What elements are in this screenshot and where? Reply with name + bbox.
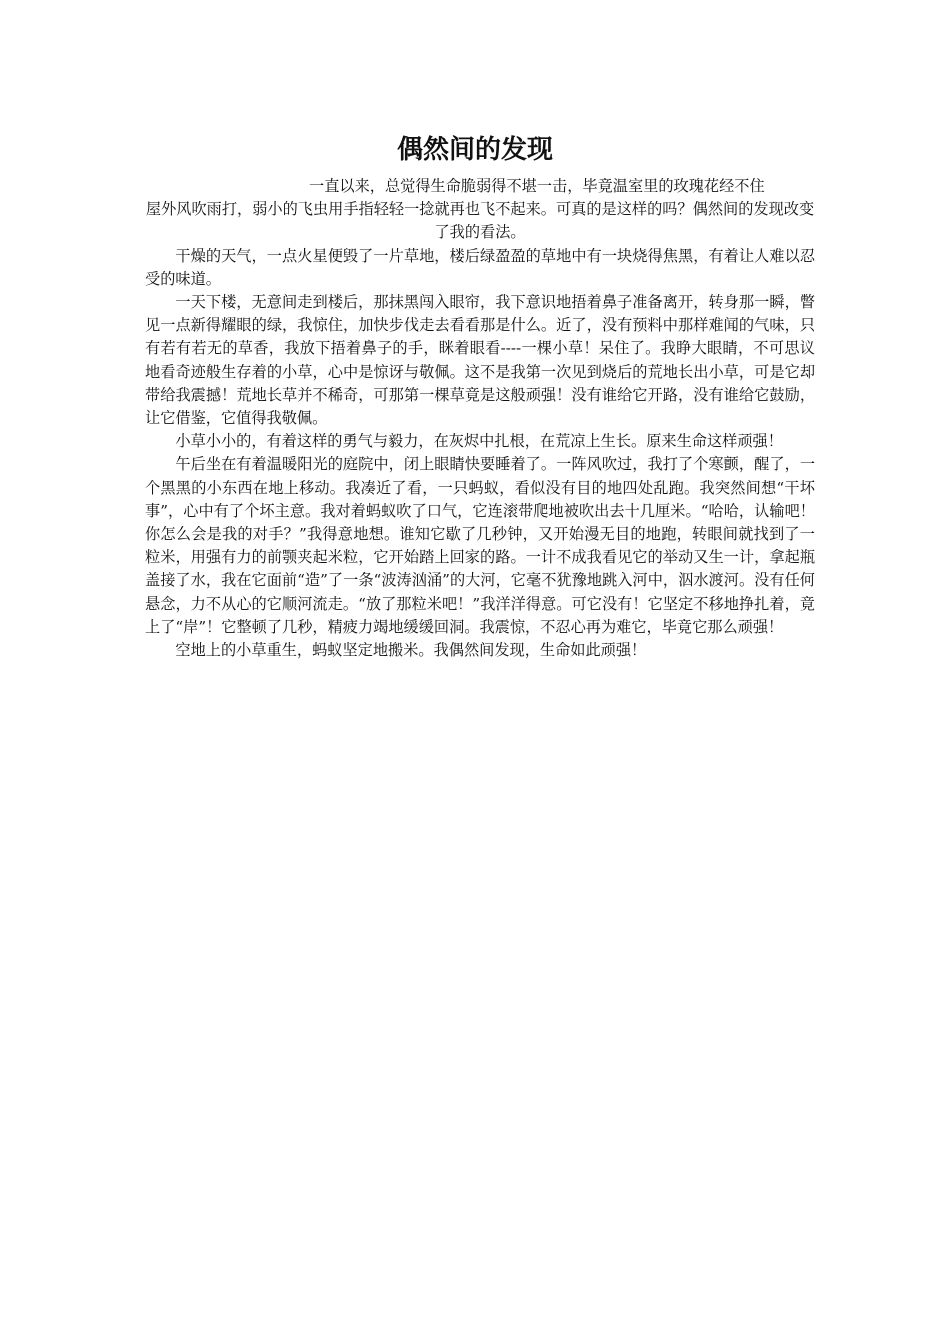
document-body xyxy=(145,175,815,662)
intro-remaining-text: 屋外风吹雨打，弱小的飞虫用手指轻轻一捻就再也飞不起来。可真的是这样的吗？偶然间的发现改变了我的看法。 xyxy=(145,200,815,242)
paragraph-3: 小草小小的，有着这样的勇气与毅力，在灰烬中扎根，在荒凉上生长。原来生命这样顽强！ xyxy=(175,432,783,451)
intro-paragraph xyxy=(145,175,815,245)
document-title: 偶然间的发现 xyxy=(396,135,553,165)
intro-first-line: 一直以来，总觉得生命脆弱得不堪一击，毕竟温室里的玫瑰花经不住 xyxy=(309,177,765,195)
paragraph-5: 空地上的小草重生，蚂蚁坚定地搬米。我偶然间发现，生命如此顽强！ xyxy=(175,641,647,660)
paragraph-2: 一天下楼，无意间走到楼后，那抹黑闯入眼帘，我下意识地捂着鼻子准备离开，转身那一瞬，瞥见一点新得耀眼的绿，我惊住，加快步伐走去看看那是什么。近了，没有预料中那样难闻的气味，只有若有若无的草香，我放下捂着鼻子的手，眯着眼看----一棵小草！呆住了。我睁大眼睛，不可思议地看奇迹般生存着的小草，心中是惊讶与敬佩。这不是我第一次见到烧后的荒地长出小草，可是它却带给我震撼！荒地长草并不稀奇，可那第一棵草竟是这般顽强！没有谁给它开路，没有谁给它鼓励，让它借鉴，它值得我敬佩。 xyxy=(145,293,815,428)
paragraph-1: 干燥的天气，一点火星便毁了一片草地，楼后绿盈盈的草地中有一块烧得焦黑，有着让人难以忍受的味道。 xyxy=(145,246,815,288)
paragraph-4: 午后坐在有着温暖阳光的庭院中，闭上眼睛快要睡着了。一阵风吹过，我打了个寒颤，醒了，一个黑黑的小东西在地上移动。我凑近了看，一只蚂蚁，看似没有目的地四处乱跑。我突然间想“干坏事”，心中有了个坏主意。我对着蚂蚁吹了口气，它连滚带爬地被吹出去十几厘米。“哈哈，认输吧！你怎么会是我的对手？”我得意地想。谁知它歇了几秒钟，又开始漫无目的地跑，转眼间就找到了一粒米，用强有力的前颚夹起米粒，它开始踏上回家的路。一计不成我看见它的举动又生一计，拿起瓶盖接了水，我在它面前“造”了一条“波涛汹涌”的大河，它毫不犹豫地跳入河中，泅水渡河。没有任何悬念，力不从心的它顺河流走。“放了那粒米吧！”我洋洋得意。可它没有！它坚定不移地挣扎着，竟上了“岸”！它整顿了几秒，精疲力竭地缓缓回洞。我震惊，不忍心再为难它，毕竟它那么顽强！ xyxy=(145,455,815,636)
